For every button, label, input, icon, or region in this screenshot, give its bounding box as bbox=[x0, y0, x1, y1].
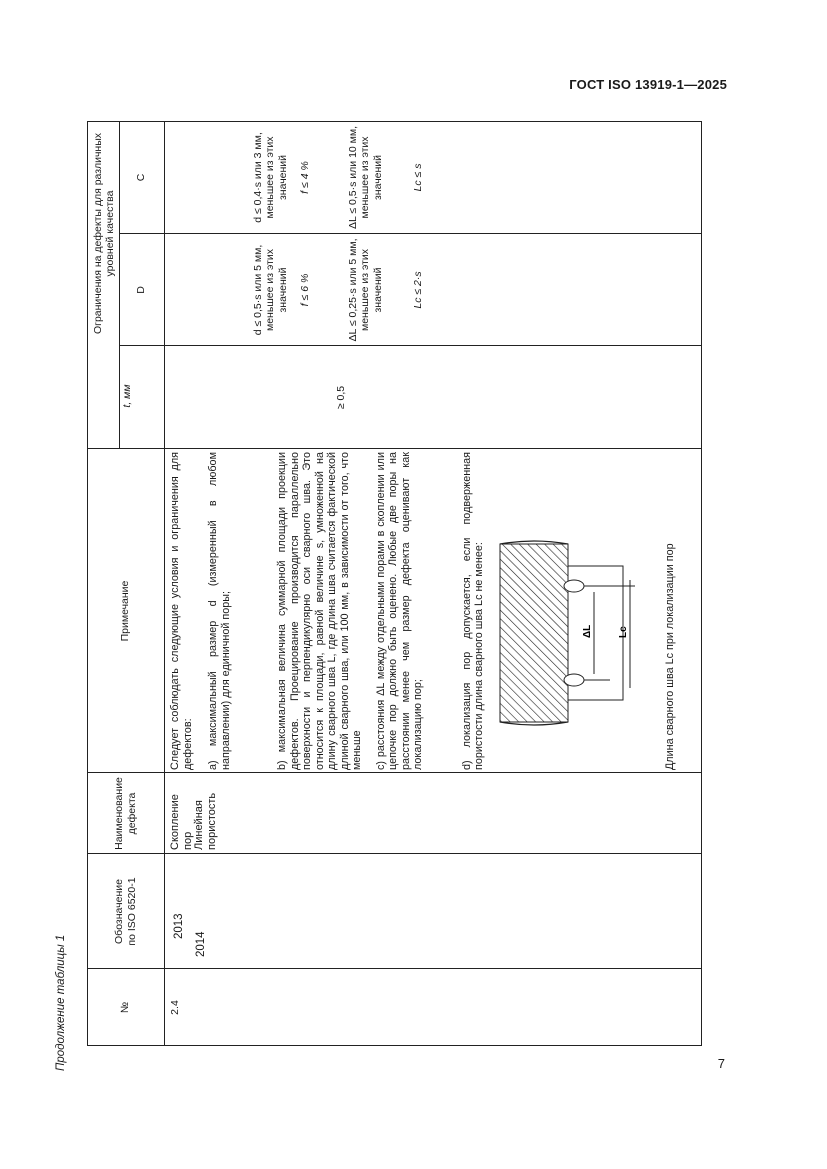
level-c-c: ΔL ≤ 0,5·s или 10 мм, меньшее из этих значений bbox=[347, 125, 384, 230]
weld-hatch bbox=[500, 544, 568, 722]
table-border-bottom bbox=[701, 121, 702, 1046]
pore-2 bbox=[564, 580, 584, 592]
pore-1 bbox=[564, 674, 584, 686]
col-header-t: t, мм bbox=[120, 384, 133, 408]
lc-label: Lc bbox=[617, 626, 629, 638]
col-divider-5 bbox=[119, 345, 702, 346]
delta-l-label: ΔL bbox=[581, 624, 593, 638]
note-text bbox=[169, 452, 699, 770]
defect-name-linear-porosity: Линейная пористость bbox=[193, 792, 218, 850]
level-d-c: ΔL ≤ 0,25·s или 5 мм, меньшее из этих значений bbox=[347, 238, 384, 342]
col-header-note: Примечание bbox=[119, 580, 132, 642]
col-header-no: № bbox=[119, 1001, 132, 1014]
col-header-limits: Ограничения на дефекты для различных уровней качества bbox=[91, 132, 116, 335]
note-a: a) максимальный размер d (измеренный в любом направлении) для единичной поры; bbox=[207, 452, 232, 770]
defects-table bbox=[87, 121, 702, 1046]
defect-name-pore-cluster: Скопление пор bbox=[169, 794, 194, 850]
header-separator bbox=[164, 121, 165, 1046]
col-divider-3 bbox=[87, 772, 702, 773]
note-b: b) максимальная величина суммарной площади проекции дефектов. Проецирование производится параллельно поверхности и перпендикулярно оси сварного шва. Это относится к площади, равной величине s, умноженной на длину сварного шва L, где длина шва считается фактической длиной сварного шва, или 100 мм, в зависимости от того, что меньше bbox=[276, 452, 363, 770]
porosity-figure bbox=[490, 452, 662, 770]
col-header-level-d: D bbox=[135, 286, 148, 294]
level-c-d: Lc ≤ s bbox=[412, 163, 424, 192]
t-value: ≥ 0,5 bbox=[335, 385, 347, 410]
col-header-iso: Обозначение по ISO 6520-1 bbox=[113, 877, 138, 946]
level-d-d: Lc ≤ 2·s bbox=[412, 271, 424, 309]
iso-codes bbox=[171, 854, 291, 969]
level-c-b: f ≤ 4 % bbox=[299, 161, 311, 194]
iso-code-2013: 2013 bbox=[173, 913, 185, 939]
level-d-b: f ≤ 6 % bbox=[299, 273, 311, 307]
col-header-name: Наименование дефекта bbox=[113, 777, 138, 850]
col-header-level-c: C bbox=[135, 173, 148, 182]
document-id: ГОСТ ISO 13919-1—2025 bbox=[569, 77, 727, 92]
iso-code-2014: 2014 bbox=[195, 931, 207, 957]
table-border-right bbox=[87, 121, 702, 122]
col-divider-6 bbox=[119, 233, 702, 234]
page-number: 7 bbox=[717, 1056, 725, 1071]
pore-localization-diagram bbox=[490, 452, 662, 770]
level-c-a: d ≤ 0,4·s или 3 мм, меньшее из этих значений bbox=[252, 132, 289, 223]
rotated-page-content bbox=[55, 125, 695, 1071]
table-caption: Продолжение таблицы 1 bbox=[55, 934, 67, 1071]
note-d: d) локализация пор допускается, если подверженная пористости длина сварного шва Lc не менее: bbox=[460, 452, 485, 770]
level-d-a: d ≤ 0,5·s или 5 мм, меньшее из этих значений bbox=[252, 244, 289, 336]
defect-names bbox=[169, 776, 369, 850]
note-c: c) расстояния ΔL между отдельными порами в скоплении или цепочке пор должно быть оценено. Любые две поры на расстоянии менее чем размер дефекта оценивают как локализацию пор; bbox=[374, 452, 424, 770]
note-footer: Длина сварного шва Lc при локализации пор bbox=[663, 543, 676, 770]
note-intro: Следует соблюдать следующие условия и ограничения для дефектов: bbox=[169, 452, 194, 770]
row-number: 2.4 bbox=[169, 1000, 181, 1015]
col-divider-4 bbox=[87, 448, 702, 449]
